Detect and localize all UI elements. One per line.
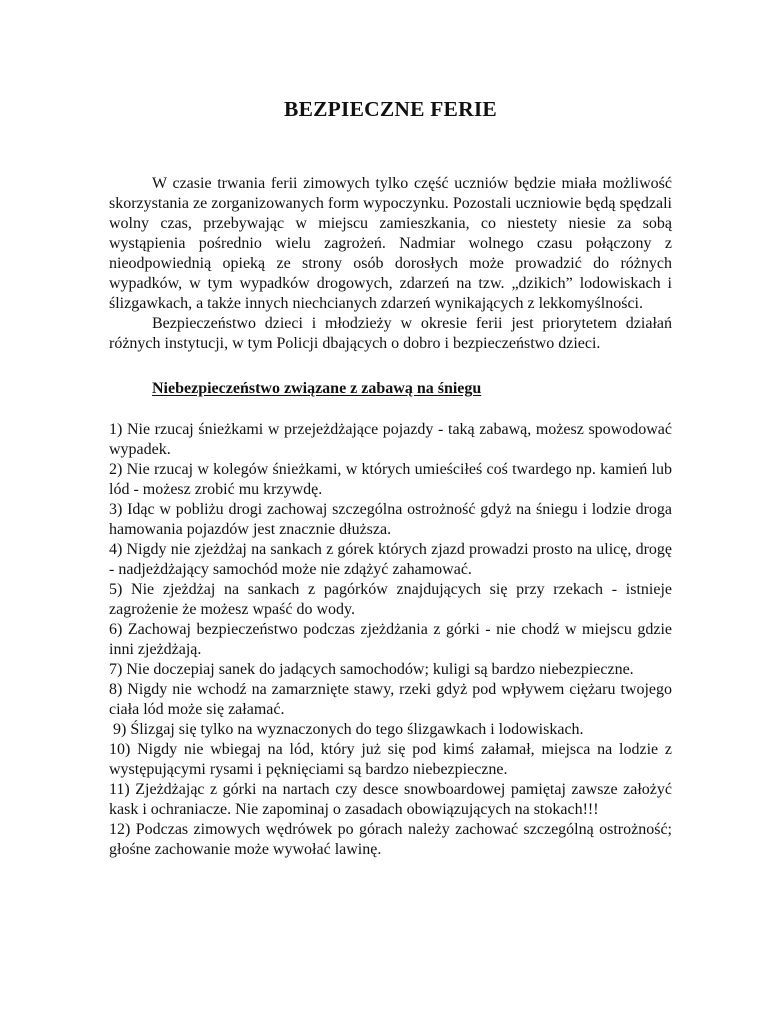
rule-11: 11) Zjeżdżając z górki na nartach czy desce snowboardowej pamiętaj zawsze założyć kask i ochraniacze. Nie zapominaj o zasadach obowiązujących na stokach!!! (109, 781, 672, 818)
rule-7: 7) Nie doczepiaj sanek do jadących samochodów; kuligi są bardzo niebezpieczne. (109, 661, 634, 678)
document-body (109, 174, 672, 860)
rule-9: 9) Ślizgaj się tylko na wyznaczonych do tego ślizgawkach i lodowiskach. (109, 721, 584, 738)
rule-4: 4) Nigdy nie zjeżdżaj na sankach z górek których zjazd prowadzi prosto na ulicę, drogę - nadjeżdżający samochód może nie zdążyć zahamować. (109, 541, 672, 578)
section-heading: Niebezpieczeństwo związane z zabawą na śniegu (152, 380, 482, 397)
rule-8: 8) Nigdy nie wchodź na zamarznięte stawy, rzeki gdyż pod wpływem ciężaru twojego ciała lód może się załamać. (109, 681, 672, 718)
rule-3: 3) Idąc w pobliżu drogi zachowaj szczególna ostrożność gdyż na śniegu i lodzie droga hamowania pojazdów jest znacznie dłuższa. (109, 501, 672, 538)
rule-2: 2) Nie rzucaj w kolegów śnieżkami, w których umieściłeś coś twardego np. kamień lub lód - możesz zrobić mu krzywdę. (109, 461, 672, 498)
rule-5: 5) Nie zjeżdżaj na sankach z pagórków znajdujących się przy rzekach - istnieje zagrożenie że możesz wpaść do wody. (109, 581, 672, 618)
intro-paragraph: W czasie trwania ferii zimowych tylko część uczniów będzie miała możliwość skorzystania ze zorganizowanych form wypoczynku. Pozostali uczniowie będą spędzali wolny czas, przebywając w miejscu zamieszkania, co niestety niesie za sobą wystąpienia pośrednio wielu zagrożeń. Nadmiar wolnego czasu połączony z nieodpowiednią opieką ze strony osób dorosłych może prowadzić do różnych wypadków, w tym wypadków drogowych, zdarzeń na tzw. „dzikich” lodowiskach i ślizgawkach, a także innych niechcianych zdarzeń wynikających z lekkomyślności. (109, 175, 672, 312)
safety-rules-list (109, 420, 672, 860)
rule-10: 10) Nigdy nie wbiegaj na lód, który już się pod kimś załamał, miejsca na lodzie z występującymi rysami i pęknięciami są bardzo niebezpieczne. (109, 741, 672, 778)
rule-6: 6) Zachowaj bezpieczeństwo podczas zjeżdżania z górki - nie chodź w miejscu gdzie inni zjeżdżają. (109, 621, 672, 658)
priority-paragraph: Bezpieczeństwo dzieci i młodzieży w okresie ferii jest priorytetem działań różnych instytucji, w tym Policji dbających o dobro i bezpieczeństwo dzieci. (109, 315, 672, 352)
document-title: BEZPIECZNE FERIE (284, 97, 497, 121)
rule-1: 1) Nie rzucaj śnieżkami w przejeżdżające pojazdy - taką zabawą, możesz spowodować wypadek. (109, 421, 672, 458)
rule-12: 12) Podczas zimowych wędrówek po górach należy zachować szczególną ostrożność; głośne zachowanie może wywołać lawinę. (109, 821, 672, 858)
